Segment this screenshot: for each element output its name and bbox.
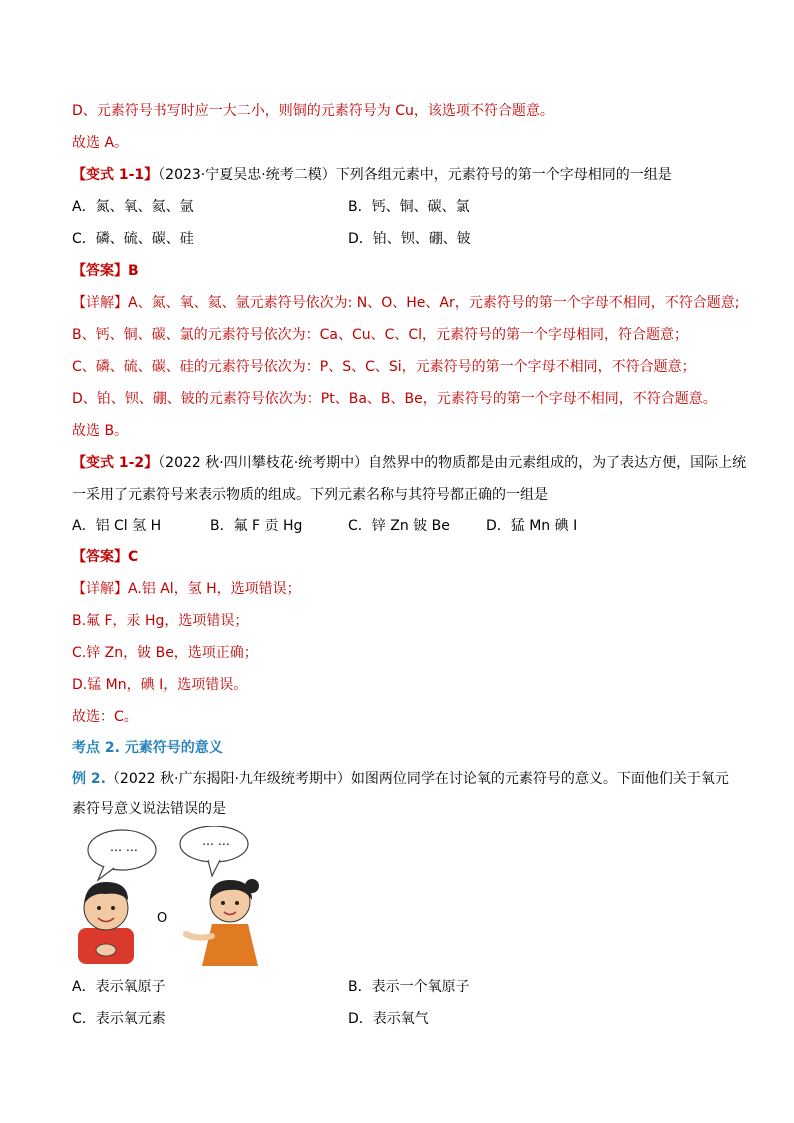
choice-c: 故选：C。	[72, 709, 138, 725]
option-a: A．铝 Cl 氢 H	[72, 518, 162, 534]
section-heading: 考点 2. 元素符号的意义	[72, 740, 223, 756]
option-a: A．氮、氧、氦、氩	[72, 199, 194, 215]
question-text: 下列各组元素中，元素符号的第一个字母相同的一组是	[335, 167, 672, 183]
option-d: D．猛 Mn 碘 I	[486, 518, 578, 534]
question-text: 自然界中的物质都是由元素组成的，为了表达方便，国际上统	[368, 455, 747, 471]
explanation-d: D、铂、钡、硼、铍的元素符号依次为：Pt、Ba、B、Be，元素符号的第一个字母不相同，不符合题意。	[72, 391, 717, 407]
explanation-a: 【详解】A.铝 Al，氢 H，选项错误；	[72, 581, 301, 597]
explanation-b: B.氟 F，汞 Hg，选项错误；	[72, 613, 249, 629]
variant-1-2-question	[72, 453, 746, 473]
variant-tag: 【变式 1-2】	[72, 455, 159, 471]
choice-b: 故选 B。	[72, 423, 129, 439]
option-b: B．表示一个氧原子	[348, 979, 470, 995]
explanation-d: D.锰 Mn，碘 I，选项错误。	[72, 677, 248, 693]
question-text: （2022 秋·广东揭阳·九年级统考期中）如图两位同学在讨论氧的元素符号的意义。下面他们关于氧元	[105, 771, 729, 787]
option-c: C．磷、硫、碳、硅	[72, 231, 194, 247]
answer-label: 【答案】C	[72, 549, 139, 565]
girl-figure	[186, 879, 259, 966]
answer-choice-a: 故选 A。	[72, 135, 129, 151]
option-c: C．表示氧元素	[72, 1011, 166, 1027]
source: （2022 秋·四川攀枝花·统考期中）	[158, 455, 369, 471]
example-2-question	[72, 769, 729, 789]
example-tag: 例 2.	[72, 771, 106, 787]
boy-figure	[78, 882, 134, 964]
explanation-c: C.锌 Zn，铍 Be，选项正确；	[72, 645, 258, 661]
option-b: B．氟 F 贡 Hg	[210, 518, 303, 534]
option-c: C．锌 Zn 铍 Be	[348, 518, 450, 534]
bubble-left-text: … …	[110, 840, 138, 854]
option-a: A．表示氧原子	[72, 979, 166, 995]
variant-1-1-question	[72, 165, 672, 185]
question-continuation: 一采用了元素符号来表示物质的组成。下列元素名称与其符号都正确的一组是	[72, 487, 548, 503]
option-d: D．铂、钡、硼、铍	[348, 231, 471, 247]
explanation-c: C、磷、硫、碳、硅的元素符号依次为：P、S、C、Si，元素符号的第一个字母不相同，不符合题意；	[72, 359, 696, 375]
option-d: D．表示氧气	[348, 1011, 429, 1027]
bubble-right-text: … …	[202, 834, 230, 848]
source: （2023·宁夏吴忠·统考二模）	[158, 167, 336, 183]
option-d-explanation: D、元素符号书写时应一大二小，则铜的元素符号为 Cu，该选项不符合题意。	[72, 103, 554, 119]
variant-tag: 【变式 1-1】	[72, 167, 159, 183]
students-cartoon	[72, 826, 282, 966]
answer-label: 【答案】B	[72, 263, 139, 279]
option-b: B．钙、铜、碳、氯	[348, 199, 470, 215]
explanation-b: B、钙、铜、碳、氯的元素符号依次为：Ca、Cu、C、Cl，元素符号的第一个字母相同，符合题意；	[72, 327, 689, 343]
question-continuation: 素符号意义说法错误的是	[72, 801, 226, 817]
oxygen-symbol: O	[157, 911, 168, 926]
discussion-illustration	[72, 826, 282, 966]
explanation-a: 【详解】A、氮、氧、氦、氩元素符号依次为: N、O、He、Ar，元素符号的第一个字母不相同，不符合题意;	[72, 295, 740, 311]
